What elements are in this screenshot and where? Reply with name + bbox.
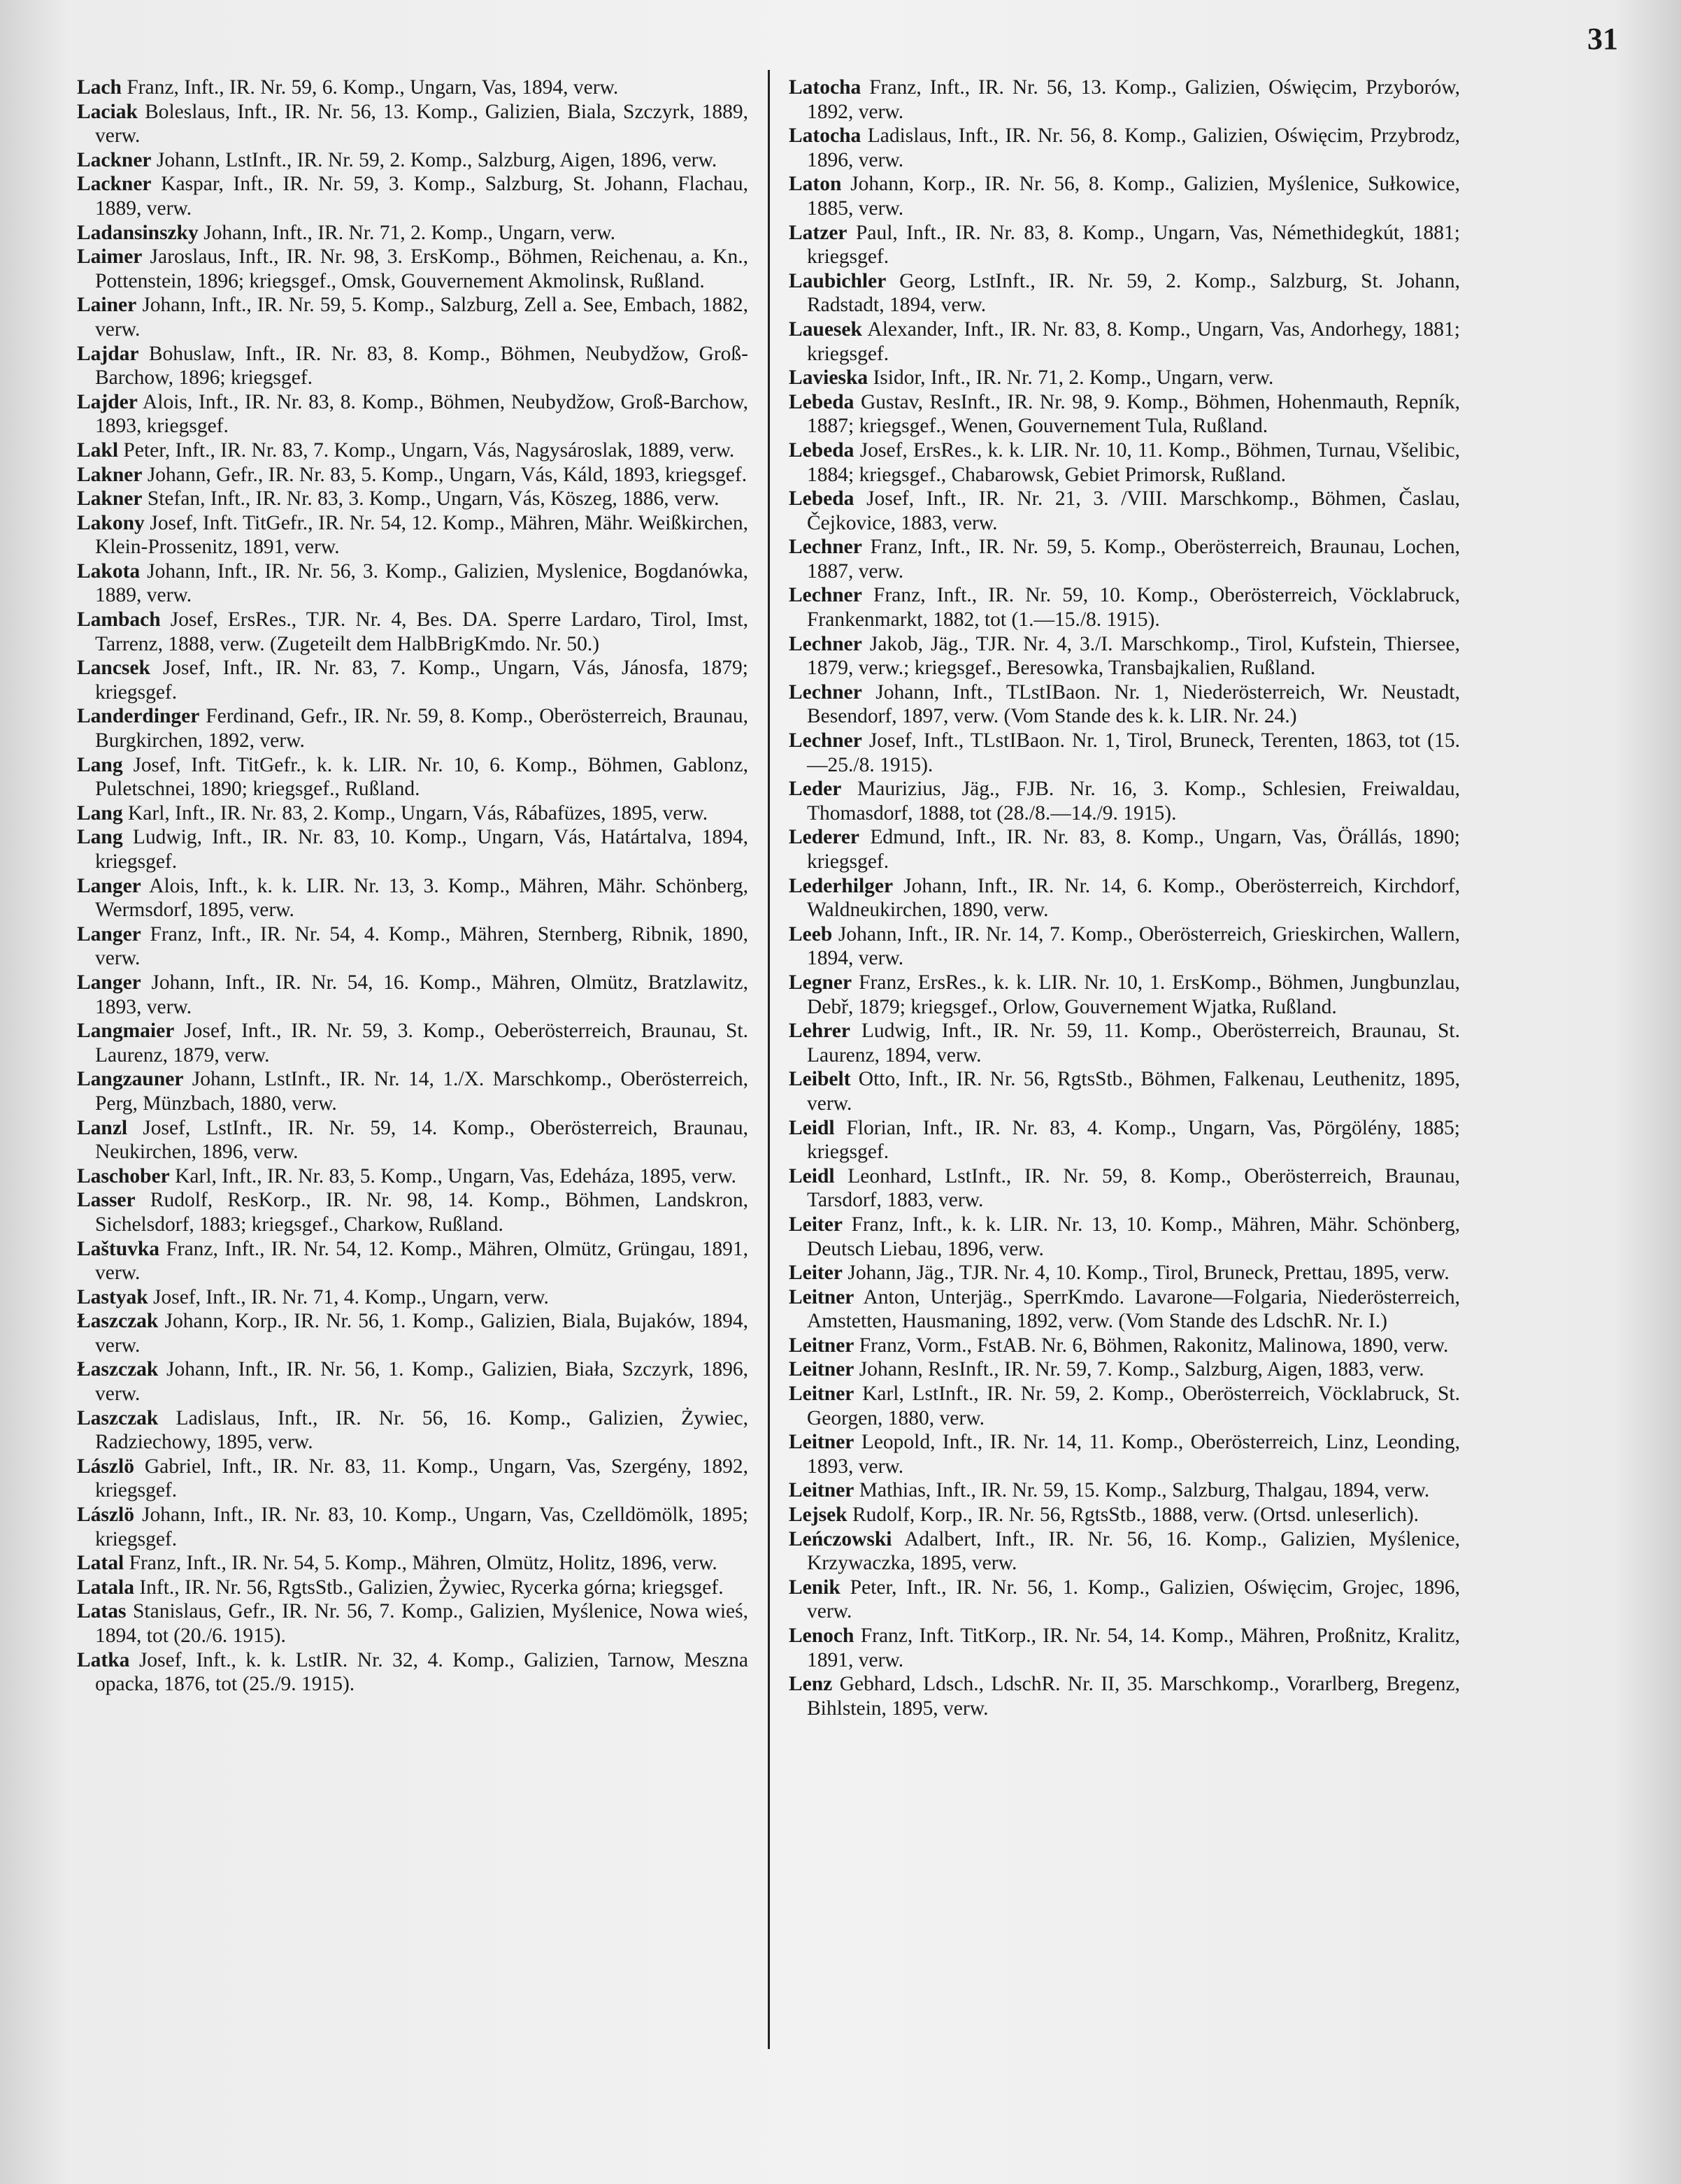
- entry-details: Leopold, Inft., IR. Nr. 14, 11. Komp., Oberösterreich, Linz, Leonding, 1893, verw.: [807, 1431, 1461, 1478]
- list-entry: [77, 245, 748, 293]
- entry-details: Johann, Inft., IR. Nr. 56, 1. Komp., Galizien, Biała, Szczyrk, 1896, verw.: [95, 1358, 749, 1406]
- list-entry: [77, 801, 748, 826]
- entry-details: Ludwig, Inft., IR. Nr. 83, 10. Komp., Ungarn, Vás, Határtalva, 1894, kriegsgef.: [95, 826, 748, 873]
- list-entry: [789, 1527, 1460, 1576]
- entry-details: Rudolf, ResKorp., IR. Nr. 98, 14. Komp., Böhmen, Landskron, Sichelsdorf, 1883; kriegsgef., Charkow, Rußland.: [95, 1189, 749, 1236]
- list-entry: [77, 825, 748, 873]
- list-entry: [77, 511, 748, 559]
- list-entry: [77, 76, 748, 100]
- entry-surname: Laciak: [77, 100, 138, 123]
- entry-surname: Lauesek: [789, 317, 862, 341]
- entry-surname: Łaszczak: [77, 1358, 159, 1381]
- entry-details: Johann, Inft., IR. Nr. 54, 16. Komp., Mähren, Olmütz, Bratzlawitz, 1893, verw.: [95, 971, 748, 1018]
- entry-details: Leonhard, LstInft., IR. Nr. 59, 8. Komp., Oberösterreich, Braunau, Tarsdorf, 1883, verw.: [807, 1164, 1460, 1212]
- list-entry: [789, 221, 1460, 269]
- list-entry: [77, 1019, 748, 1067]
- list-entry: [77, 656, 748, 704]
- entry-surname: Lach: [77, 76, 122, 99]
- list-entry: [77, 971, 748, 1019]
- list-entry: [789, 1213, 1460, 1261]
- list-entry: [77, 1551, 748, 1576]
- entry-details: Ferdinand, Gefr., IR. Nr. 59, 8. Komp., Oberösterreich, Braunau, Burgkirchen, 1892, verw.: [95, 705, 748, 752]
- entry-surname: Lackner: [77, 148, 152, 171]
- entry-surname: Lászlö: [77, 1504, 134, 1527]
- entry-surname: Lasser: [77, 1189, 136, 1212]
- entry-surname: Lechner: [789, 680, 862, 704]
- list-entry: [789, 1019, 1460, 1067]
- entry-surname: Leńczowski: [789, 1527, 892, 1550]
- entry-surname: Latka: [77, 1648, 130, 1671]
- entry-details: Alois, Inft., k. k. LIR. Nr. 13, 3. Komp., Mähren, Mähr. Schönberg, Wermsdorf, 1895, verw.: [95, 874, 749, 922]
- list-entry: [789, 535, 1460, 583]
- list-entry: [77, 1648, 748, 1697]
- entry-surname: Lanzl: [77, 1116, 128, 1139]
- entry-surname: Lederhilger: [789, 874, 894, 897]
- entry-surname: Lechner: [789, 632, 862, 655]
- entry-surname: Lancsek: [77, 657, 150, 680]
- entry-details: Franz, Inft., IR. Nr. 54, 12. Komp., Mähren, Olmütz, Grüngau, 1891, verw.: [95, 1237, 749, 1285]
- list-entry: [789, 172, 1460, 220]
- entry-details: Inft., IR. Nr. 56, RgtsStb., Galizien, Żywiec, Rycerka górna; kriegsgef.: [139, 1576, 724, 1599]
- list-entry: [77, 1164, 748, 1189]
- entry-details: Johann, LstInft., IR. Nr. 14, 1./X. Marschkomp., Oberösterreich, Perg, Münzbach, 1880, verw.: [95, 1068, 748, 1115]
- entry-surname: Lakl: [77, 438, 119, 462]
- entry-surname: Lajder: [77, 390, 138, 413]
- entry-surname: Legner: [789, 971, 852, 994]
- entry-surname: Leitner: [789, 1334, 854, 1357]
- entry-surname: Lenz: [789, 1673, 833, 1696]
- entry-details: Johann, Korp., IR. Nr. 56, 1. Komp., Galizien, Biala, Bujaków, 1894, verw.: [95, 1310, 749, 1357]
- entry-details: Franz, Vorm., FstAB. Nr. 6, Böhmen, Rakonitz, Malinowa, 1890, verw.: [859, 1334, 1449, 1357]
- entry-surname: Lakony: [77, 511, 145, 534]
- list-entry: [77, 1237, 748, 1285]
- column-divider: [768, 70, 770, 2049]
- entry-surname: Latala: [77, 1576, 134, 1599]
- entry-details: Stanislaus, Gefr., IR. Nr. 56, 7. Komp., Galizien, Myślenice, Nowa wieś, 1894, tot (20./6. 1915).: [95, 1600, 749, 1647]
- entry-surname: Laschober: [77, 1164, 170, 1187]
- entry-surname: Langzauner: [77, 1068, 184, 1091]
- entry-details: Gustav, ResInft., IR. Nr. 98, 9. Komp., Böhmen, Hohenmauth, Repník, 1887; kriegsgef., Wenen, Gouvernement Tula, Rußland.: [807, 390, 1460, 438]
- entry-surname: Langer: [77, 971, 141, 994]
- list-entry: [789, 124, 1460, 172]
- list-entry: [77, 1503, 748, 1551]
- entry-surname: Lakota: [77, 559, 141, 583]
- list-entry: [77, 1576, 748, 1600]
- list-entry: [77, 221, 748, 245]
- list-entry: [77, 438, 748, 463]
- entry-surname: Leidl: [789, 1164, 835, 1187]
- entry-details: Franz, Inft., k. k. LIR. Nr. 13, 10. Komp., Mähren, Mähr. Schönberg, Deutsch Liebau, 1896, verw.: [807, 1213, 1460, 1260]
- entry-surname: Lenik: [789, 1576, 840, 1599]
- entry-details: Johann, Jäg., TJR. Nr. 4, 10. Komp., Tirol, Bruneck, Prettau, 1895, verw.: [847, 1262, 1450, 1285]
- entry-details: Franz, Inft., IR. Nr. 56, 13. Komp., Galizien, Oświęcim, Przyborów, 1892, verw.: [807, 76, 1460, 123]
- entry-surname: Laton: [789, 173, 842, 196]
- entry-surname: Lejsek: [789, 1504, 847, 1527]
- list-entry: [789, 971, 1460, 1019]
- list-entry: [789, 1430, 1460, 1478]
- list-entry: [789, 487, 1460, 535]
- entry-surname: Lackner: [77, 173, 152, 196]
- list-entry: [789, 1576, 1460, 1624]
- entry-details: Josef, Inft., IR. Nr. 59, 3. Komp., Oeberösterreich, Braunau, St. Laurenz, 1879, verw.: [95, 1020, 748, 1066]
- entry-surname: Lang: [77, 801, 123, 825]
- list-entry: [789, 922, 1460, 971]
- list-entry: [789, 1067, 1460, 1115]
- entry-details: Maurizius, Jäg., FJB. Nr. 16, 3. Komp., Schlesien, Freiwaldau, Thomasdorf, 1888, tot (28./8.—14./9. 1915).: [807, 778, 1460, 825]
- entry-surname: Lászlö: [77, 1455, 134, 1478]
- entry-details: Boleslaus, Inft., IR. Nr. 56, 13. Komp., Galizien, Biala, Szczyrk, 1889, verw.: [95, 100, 749, 148]
- list-entry: [789, 1285, 1460, 1334]
- entry-details: Josef, LstInft., IR. Nr. 59, 14. Komp., Oberösterreich, Braunau, Neukirchen, 1896, verw.: [95, 1116, 748, 1164]
- list-entry: [789, 76, 1460, 124]
- entry-surname: Lambach: [77, 608, 161, 631]
- list-entry: [789, 874, 1460, 922]
- entry-surname: Łaszczak: [77, 1310, 159, 1333]
- entry-details: Josef, Inft., IR. Nr. 83, 7. Komp., Ungarn, Vás, Jánosfa, 1879; kriegsgef.: [95, 657, 748, 704]
- entry-surname: Leitner: [789, 1383, 854, 1406]
- entry-details: Franz, Inft., IR. Nr. 59, 5. Komp., Oberösterreich, Braunau, Lochen, 1887, verw.: [807, 536, 1460, 583]
- list-entry: [789, 680, 1460, 729]
- entry-details: Jaroslaus, Inft., IR. Nr. 98, 3. ErsKomp., Böhmen, Reichenau, a. Kn., Pottenstein, 1896; kriegsgef., Omsk, Gouvernement Akmolinsk, Rußland.: [95, 245, 748, 292]
- entry-details: Georg, LstInft., IR. Nr. 59, 2. Komp., Salzburg, St. Johann, Radstadt, 1894, verw.: [807, 269, 1461, 317]
- list-entry: [77, 922, 748, 971]
- list-entry: [77, 559, 748, 608]
- list-entry: [77, 704, 748, 752]
- entry-surname: Lebeda: [789, 487, 854, 511]
- list-entry: [789, 1357, 1460, 1382]
- list-entry: [77, 487, 748, 511]
- entry-details: Franz, Inft., IR. Nr. 54, 5. Komp., Mähren, Olmütz, Holitz, 1896, verw.: [129, 1552, 717, 1575]
- entry-details: Franz, Inft., IR. Nr. 54, 4. Komp., Mähren, Sternberg, Ribnik, 1890, verw.: [95, 922, 748, 970]
- list-entry: [77, 1599, 748, 1648]
- entry-details: Mathias, Inft., IR. Nr. 59, 15. Komp., Salzburg, Thalgau, 1894, verw.: [859, 1479, 1430, 1502]
- entry-details: Alois, Inft., IR. Nr. 83, 8. Komp., Böhmen, Neubydžow, Groß-Barchow, 1893, kriegsgef.: [95, 390, 748, 438]
- entry-details: Johann, Inft., IR. Nr. 14, 7. Komp., Oberösterreich, Grieskirchen, Wallern, 1894, verw.: [807, 922, 1460, 970]
- entry-surname: Lederer: [789, 826, 860, 849]
- entry-surname: Leitner: [789, 1431, 854, 1454]
- entry-details: Bohuslaw, Inft., IR. Nr. 83, 8. Komp., Böhmen, Neubydžow, Groß-Barchow, 1896; kriegsgef.: [95, 342, 749, 390]
- entry-surname: Lehrer: [789, 1020, 850, 1043]
- entry-surname: Leiter: [789, 1262, 843, 1285]
- list-entry: [77, 753, 748, 801]
- entry-details: Isidor, Inft., IR. Nr. 71, 2. Komp., Ungarn, verw.: [873, 366, 1274, 390]
- entry-surname: Latocha: [789, 76, 861, 99]
- entry-details: Ludwig, Inft., IR. Nr. 59, 11. Komp., Oberösterreich, Braunau, St. Laurenz, 1894, verw.: [807, 1020, 1460, 1066]
- entry-details: Kaspar, Inft., IR. Nr. 59, 3. Komp., Salzburg, St. Johann, Flachau, 1889, verw.: [95, 173, 749, 220]
- entry-details: Johann, Inft., IR. Nr. 71, 2. Komp., Ungarn, verw.: [203, 221, 616, 244]
- entry-details: Gabriel, Inft., IR. Nr. 83, 11. Komp., Ungarn, Vas, Szergény, 1892, kriegsgef.: [95, 1455, 748, 1502]
- list-entry: [789, 366, 1460, 390]
- entry-details: Josef, Inft., TLstIBaon. Nr. 1, Tirol, Bruneck, Terenten, 1863, tot (15.—25./8. 1915).: [807, 729, 1461, 776]
- list-entry: [789, 583, 1460, 631]
- list-entry: [77, 148, 748, 173]
- entry-surname: Leitner: [789, 1285, 854, 1308]
- list-entry: [789, 317, 1460, 366]
- entry-surname: Lenoch: [789, 1625, 854, 1647]
- entry-details: Franz, Inft., IR. Nr. 59, 6. Komp., Ungarn, Vas, 1894, verw.: [127, 76, 619, 99]
- entry-details: Johann, Inft., IR. Nr. 59, 5. Komp., Salzburg, Zell a. See, Embach, 1882, verw.: [95, 294, 749, 341]
- entry-details: Johann, LstInft., IR. Nr. 59, 2. Komp., Salzburg, Aigen, 1896, verw.: [156, 148, 717, 171]
- entry-surname: Lakner: [77, 487, 143, 511]
- list-entry: [789, 1672, 1460, 1720]
- list-entry: [789, 632, 1460, 680]
- list-entry: [77, 293, 748, 341]
- entry-details: Edmund, Inft., IR. Nr. 83, 8. Komp., Ungarn, Vas, Örállás, 1890; kriegsgef.: [807, 826, 1460, 873]
- entry-details: Franz, Inft. TitKorp., IR. Nr. 54, 14. Komp., Mähren, Proßnitz, Kralitz, 1891, verw.: [807, 1625, 1460, 1671]
- entry-details: Peter, Inft., IR. Nr. 56, 1. Komp., Galizien, Oświęcim, Grojec, 1896, verw.: [807, 1576, 1461, 1623]
- entry-details: Jakob, Jäg., TJR. Nr. 4, 3./I. Marschkomp., Tirol, Kufstein, Thiersee, 1879, verw.; kriegsgef., Beresowka, Transbajkalien, Rußland.: [807, 632, 1460, 680]
- entry-surname: Ladansinszky: [77, 221, 199, 244]
- list-entry: [789, 1116, 1460, 1164]
- entry-details: Johann, Korp., IR. Nr. 56, 8. Komp., Galizien, Myślenice, Sułkowice, 1885, verw.: [807, 173, 1461, 220]
- entry-surname: Latocha: [789, 124, 861, 148]
- entry-surname: Lajdar: [77, 342, 139, 365]
- entry-details: Johann, Inft., IR. Nr. 56, 3. Komp., Galizien, Myslenice, Bogdanówka, 1889, verw.: [95, 559, 748, 607]
- list-entry: [77, 1285, 748, 1310]
- entry-details: Franz, ErsRes., k. k. LIR. Nr. 10, 1. ErsKomp., Böhmen, Jungbunzlau, Debř, 1879; kriegsgef., Orlow, Gouvernement Wjatka, Rußland.: [807, 971, 1460, 1018]
- entry-details: Stefan, Inft., IR. Nr. 83, 3. Komp., Ungarn, Vás, Köszeg, 1886, verw.: [147, 487, 720, 511]
- list-entry: [77, 1406, 748, 1455]
- entry-details: Josef, ErsRes., k. k. LIR. Nr. 10, 11. Komp., Böhmen, Turnau, Všelibic, 1884; kriegsgef., Chabarowsk, Gebiet Primorsk, Rußland.: [807, 438, 1460, 486]
- entry-surname: Latzer: [789, 221, 847, 244]
- entry-surname: Laubichler: [789, 269, 887, 292]
- entry-surname: Leder: [789, 778, 842, 801]
- list-entry: [789, 1261, 1460, 1285]
- list-entry: [77, 1116, 748, 1164]
- entry-details: Karl, LstInft., IR. Nr. 59, 2. Komp., Oberösterreich, Vöcklabruck, St. Georgen, 1880, verw.: [807, 1383, 1460, 1429]
- entry-details: Ladislaus, Inft., IR. Nr. 56, 16. Komp., Galizien, Żywiec, Radziechowy, 1895, verw.: [95, 1406, 748, 1454]
- entry-surname: Lastyak: [77, 1285, 148, 1308]
- entry-surname: Landerdinger: [77, 705, 200, 728]
- entry-details: Karl, Inft., IR. Nr. 83, 2. Komp., Ungarn, Vás, Rábafüzes, 1895, verw.: [127, 801, 708, 825]
- list-entry: [77, 1455, 748, 1503]
- entry-surname: Lebeda: [789, 438, 854, 462]
- list-entry: [789, 269, 1460, 317]
- entry-surname: Leitner: [789, 1358, 854, 1381]
- entry-surname: Lainer: [77, 294, 137, 317]
- entry-surname: Leibelt: [789, 1068, 851, 1091]
- list-entry: [77, 342, 748, 390]
- list-entry: [789, 1382, 1460, 1430]
- list-entry: [789, 1334, 1460, 1358]
- entry-surname: Lechner: [789, 536, 862, 559]
- list-entry: [789, 1503, 1460, 1527]
- page-number: 31: [1587, 22, 1618, 56]
- list-entry: [77, 100, 748, 148]
- list-entry: [789, 825, 1460, 873]
- entry-surname: Lavieska: [789, 366, 868, 390]
- list-entry: [789, 729, 1460, 777]
- entry-details: Josef, ErsRes., TJR. Nr. 4, Bes. DA. Sperre Lardaro, Tirol, Imst, Tarrenz, 1888, verw. (Zugeteilt dem HalbBrigKmdo. Nr. 50.): [95, 608, 748, 655]
- list-entry: [789, 1478, 1460, 1503]
- entry-surname: Laimer: [77, 245, 143, 269]
- entry-details: Gebhard, Ldsch., LdschR. Nr. II, 35. Marschkomp., Vorarlberg, Bregenz, Bihlstein, 1895, verw.: [807, 1673, 1460, 1720]
- entry-details: Johann, Inft., TLstIBaon. Nr. 1, Niederösterreich, Wr. Neustadt, Besendorf, 1897, verw. (Vom Stande des k. k. LIR. Nr. 24.): [807, 680, 1460, 728]
- entry-details: Johann, Gefr., IR. Nr. 83, 5. Komp., Ungarn, Vás, Káld, 1893, kriegsgef.: [147, 463, 747, 486]
- entry-details: Anton, Unterjäg., SperrKmdo. Lavarone—Folgaria, Niederösterreich, Amstetten, Hausmaning, 1892, verw. (Vom Stande des LdschR. Nr. I.): [807, 1285, 1460, 1333]
- entry-surname: Lechner: [789, 729, 862, 752]
- entry-surname: Langer: [77, 874, 141, 897]
- entry-details: Johann, ResInft., IR. Nr. 59, 7. Komp., Salzburg, Aigen, 1883, verw.: [859, 1358, 1424, 1381]
- entry-surname: Leidl: [789, 1116, 835, 1139]
- entry-details: Florian, Inft., IR. Nr. 83, 4. Komp., Ungarn, Vas, Pörgölény, 1885; kriegsgef.: [807, 1116, 1461, 1164]
- list-entry: [789, 1624, 1460, 1672]
- entry-details: Karl, Inft., IR. Nr. 83, 5. Komp., Ungarn, Vas, Edeháza, 1895, verw.: [175, 1164, 737, 1187]
- entry-surname: Leitner: [789, 1479, 854, 1502]
- entry-surname: Lechner: [789, 584, 862, 607]
- entry-surname: Leiter: [789, 1213, 843, 1236]
- list-entry: [77, 1188, 748, 1236]
- entry-surname: Lang: [77, 826, 123, 849]
- entry-details: Josef, Inft., k. k. LstIR. Nr. 32, 4. Komp., Galizien, Tarnow, Meszna opacka, 1876, tot (25./9. 1915).: [95, 1648, 748, 1696]
- list-entry: [77, 1309, 748, 1357]
- entry-details: Adalbert, Inft., IR. Nr. 56, 16. Komp., Galizien, Myślenice, Krzywaczka, 1895, verw.: [807, 1527, 1461, 1575]
- entry-surname: Laštuvka: [77, 1237, 160, 1260]
- entry-details: Otto, Inft., IR. Nr. 56, RgtsStb., Böhmen, Falkenau, Leuthenitz, 1895, verw.: [807, 1068, 1461, 1115]
- entry-details: Johann, Inft., IR. Nr. 83, 10. Komp., Ungarn, Vas, Czelldömölk, 1895; kriegsgef.: [95, 1504, 748, 1550]
- entry-details: Josef, Inft. TitGefr., IR. Nr. 54, 12. Komp., Mähren, Mähr. Weißkirchen, Klein-Prossenitz, 1891, verw.: [95, 511, 748, 559]
- entry-details: Paul, Inft., IR. Nr. 83, 8. Komp., Ungarn, Vas, Némethidegkút, 1881; kriegsgef.: [807, 221, 1461, 269]
- entry-surname: Langmaier: [77, 1020, 175, 1043]
- entry-details: Rudolf, Korp., IR. Nr. 56, RgtsStb., 1888, verw. (Ortsd. unleserlich).: [852, 1504, 1419, 1527]
- list-entry: [77, 874, 748, 922]
- list-entry: [77, 608, 748, 656]
- list-entry: [77, 1067, 748, 1115]
- entry-surname: Latal: [77, 1552, 124, 1575]
- entry-details: Peter, Inft., IR. Nr. 83, 7. Komp., Ungarn, Vás, Nagysároslak, 1889, verw.: [123, 438, 735, 462]
- right-column: [789, 76, 1460, 1720]
- list-entry: [77, 463, 748, 487]
- entry-surname: Leeb: [789, 922, 833, 945]
- entry-details: Alexander, Inft., IR. Nr. 83, 8. Komp., Ungarn, Vas, Andorhegy, 1881; kriegsgef.: [807, 317, 1461, 365]
- list-entry: [789, 777, 1460, 825]
- left-column: [77, 76, 748, 1697]
- entry-details: Franz, Inft., IR. Nr. 59, 10. Komp., Oberösterreich, Vöcklabruck, Frankenmarkt, 1882, tot (1.—15./8. 1915).: [807, 584, 1460, 631]
- entry-surname: Laszczak: [77, 1406, 159, 1429]
- list-entry: [77, 1357, 748, 1406]
- entry-surname: Lebeda: [789, 390, 854, 413]
- entry-details: Josef, Inft., IR. Nr. 71, 4. Komp., Ungarn, verw.: [153, 1285, 549, 1308]
- entry-surname: Langer: [77, 922, 141, 945]
- entry-surname: Lang: [77, 753, 123, 776]
- entry-details: Ladislaus, Inft., IR. Nr. 56, 8. Komp., Galizien, Oświęcim, Przybrodz, 1896, verw.: [807, 124, 1460, 171]
- list-entry: [77, 390, 748, 438]
- entry-details: Johann, Inft., IR. Nr. 14, 6. Komp., Oberösterreich, Kirchdorf, Waldneukirchen, 1890, verw.: [807, 874, 1460, 922]
- list-entry: [789, 438, 1460, 487]
- entry-surname: Lakner: [77, 463, 143, 486]
- list-entry: [789, 1164, 1460, 1213]
- entry-details: Josef, Inft., IR. Nr. 21, 3. /VIII. Marschkomp., Böhmen, Časlau, Čejkovice, 1883, verw.: [807, 487, 1460, 534]
- entry-details: Josef, Inft. TitGefr., k. k. LIR. Nr. 10, 6. Komp., Böhmen, Gablonz, Puletschnei, 1890; kriegsgef., Rußland.: [95, 753, 749, 801]
- entry-surname: Latas: [77, 1600, 127, 1623]
- list-entry: [789, 390, 1460, 438]
- list-entry: [77, 172, 748, 220]
